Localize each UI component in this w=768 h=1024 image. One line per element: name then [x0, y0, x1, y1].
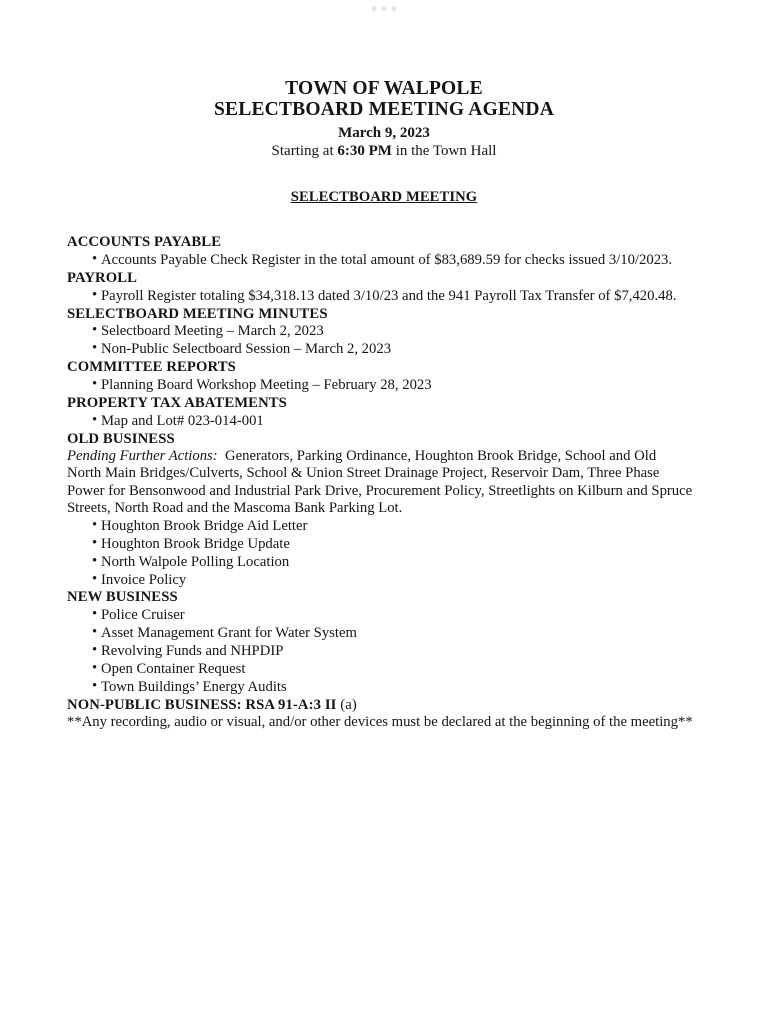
agenda-item: • Houghton Brook Bridge Aid Letter — [67, 518, 693, 535]
agenda-item: • Non-Public Selectboard Session – March 2, 2023 — [67, 341, 693, 358]
start-prefix: Starting at — [271, 143, 338, 159]
section-heading-text: ACCOUNTS PAYABLE — [67, 234, 222, 250]
section-heading-text: NON-PUBLIC BUSINESS: RSA 91-A:3 II — [67, 696, 337, 713]
section-heading-text: PROPERTY TAX ABATEMENTS — [67, 395, 287, 412]
section-heading — [67, 589, 693, 606]
agenda-item: • Police Cruiser — [67, 607, 693, 624]
section-heading — [67, 431, 693, 448]
pending-actions-text: Generators, Parking Ordinance, Houghton Brook Bridge, School and Old North Main Bridges/Culverts, School & Union Street Drainage Project, Reservoir Dam, Three Phase Power for Bensonwood and Industrial Park Drive, Procurement Policy, Streetlights on Kilburn and Spruce Streets, North Road and the Mascoma Bank Parking Lot. — [67, 448, 693, 516]
dot-icon — [372, 6, 377, 11]
agenda-item: • Invoice Policy — [67, 572, 693, 589]
meeting-start-line — [67, 142, 701, 160]
section-heading-text: SELECTBOARD MEETING MINUTES — [67, 305, 328, 322]
section-heading — [67, 359, 693, 376]
section-heading — [67, 697, 693, 714]
start-time: 6:30 PM — [337, 143, 392, 159]
agenda-item: • Revolving Funds and NHPDIP — [67, 643, 693, 660]
document-title-line2: SELECTBOARD MEETING AGENDA — [213, 99, 554, 120]
agenda-item: • North Walpole Polling Location — [67, 554, 693, 571]
recording-notice: **Any recording, audio or visual, and/or other devices must be declared at the beginning of the meeting** — [67, 714, 693, 731]
agenda-item: • Houghton Brook Bridge Update — [67, 536, 693, 553]
agenda-body — [67, 234, 693, 714]
section-heading-text: COMMITTEE REPORTS — [67, 359, 236, 376]
section-heading-suffix: (a) — [336, 696, 357, 713]
dot-icon — [392, 6, 397, 11]
section-heading-text: PAYROLL — [67, 269, 138, 286]
start-suffix: in the Town Hall — [391, 143, 497, 159]
agenda-item: • Map and Lot# 023-014-001 — [67, 413, 693, 430]
dot-icon — [382, 6, 387, 11]
agenda-item: • Town Buildings’ Energy Audits — [67, 679, 693, 696]
agenda-item: • Asset Management Grant for Water System — [67, 625, 693, 642]
section-heading — [67, 306, 693, 323]
section-heading — [67, 270, 693, 287]
section-heading-text: NEW BUSINESS — [67, 589, 178, 606]
agenda-item: • Accounts Payable Check Register in the total amount of $83,689.59 for checks issued 3/10/2023. — [67, 252, 693, 269]
drag-handle-dots-icon — [372, 6, 397, 11]
document-header — [67, 78, 701, 206]
agenda-item: • Selectboard Meeting – March 2, 2023 — [67, 323, 693, 340]
section-heading — [67, 234, 693, 251]
selectboard-meeting-heading: SELECTBOARD MEETING — [290, 189, 478, 205]
meeting-date: March 9, 2023 — [338, 125, 430, 141]
section-heading-text: OLD BUSINESS — [67, 430, 175, 447]
agenda-item: • Planning Board Workshop Meeting – February 28, 2023 — [67, 377, 693, 394]
agenda-item: • Open Container Request — [67, 661, 693, 678]
pending-actions-label: Pending Further Actions: — [67, 448, 218, 465]
section-heading — [67, 395, 693, 412]
document-title-line1: TOWN OF WALPOLE — [285, 78, 483, 99]
pending-actions-paragraph — [67, 448, 693, 517]
agenda-item: • Payroll Register totaling $34,318.13 dated 3/10/23 and the 941 Payroll Tax Transfer of $7,420.48. — [67, 288, 693, 305]
